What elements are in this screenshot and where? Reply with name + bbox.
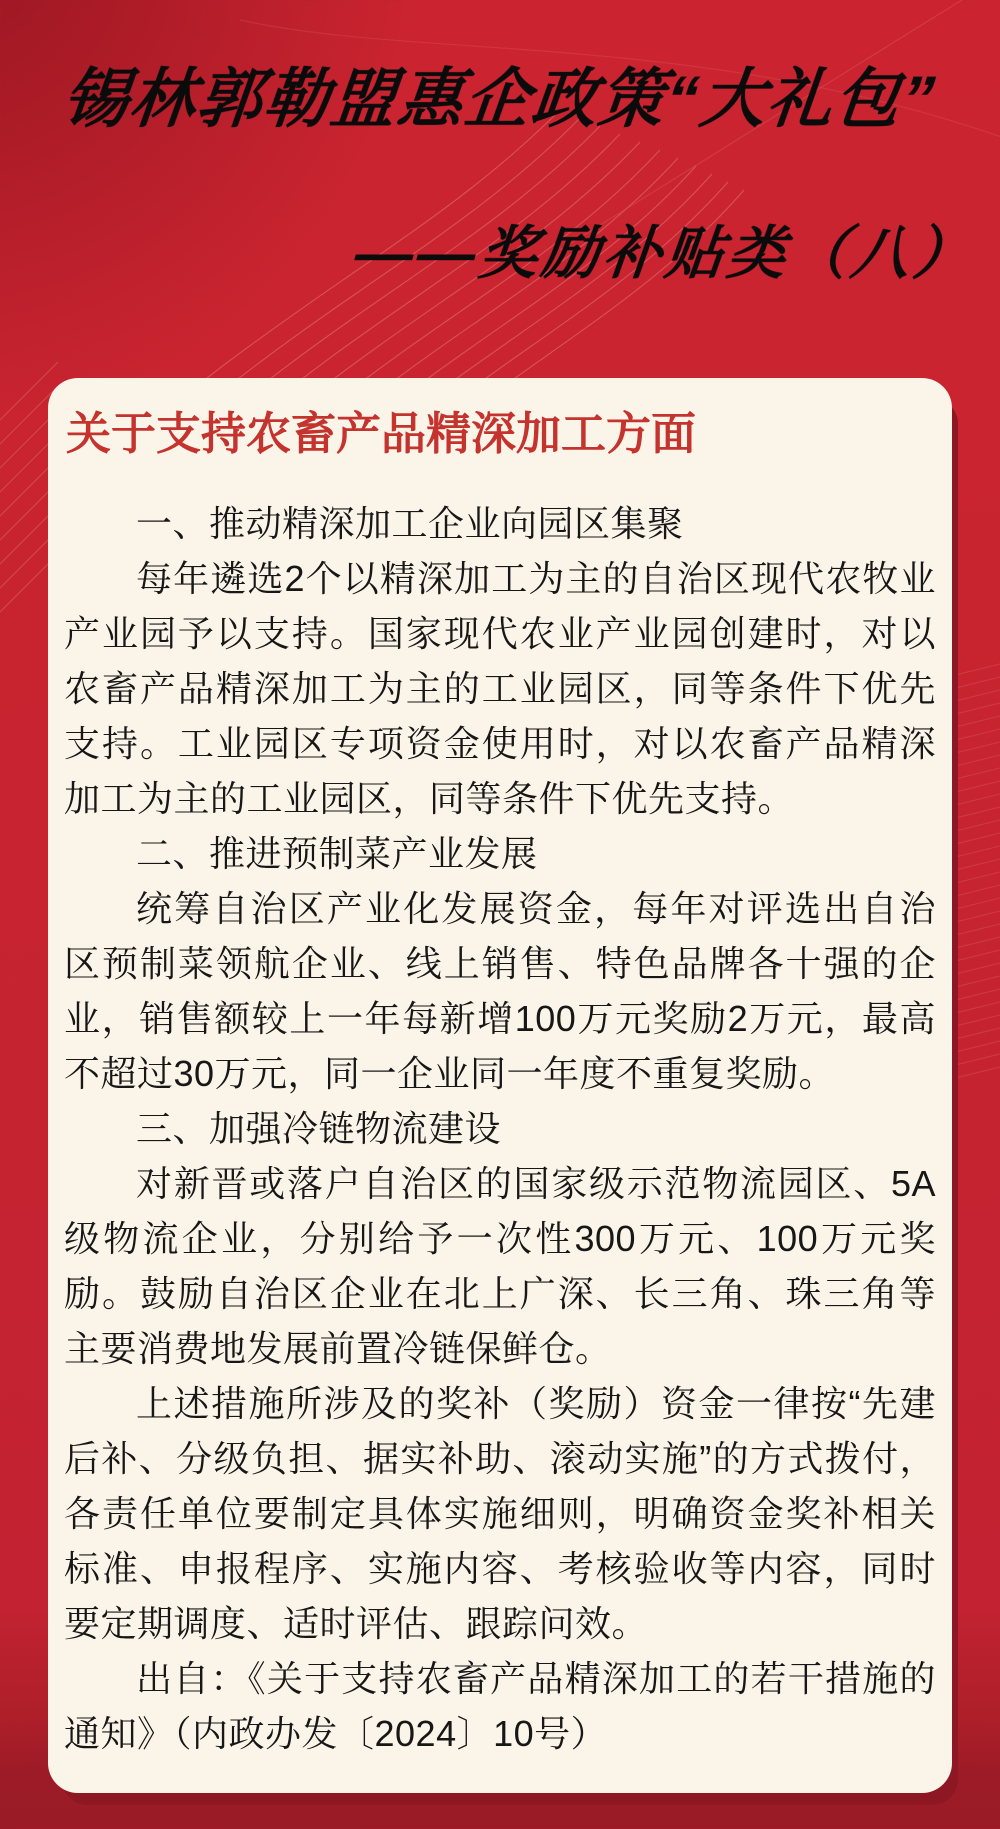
section-1-body: 每年遴选2个以精深加工为主的自治区现代农牧业产业园予以支持。国家现代农业产业园创建时，对以农畜产品精深加工为主的工业园区，同等条件下优先支持。工业园区专项资金使用时，对以农畜产品精深加工为主的工业园区，同等条件下优先支持。 — [64, 558, 936, 819]
section-2-title: 二、推进预制菜产业发展 — [136, 833, 538, 874]
card-heading: 关于支持农畜产品精深加工方面 — [66, 408, 697, 459]
card-body — [64, 496, 936, 1761]
page-subtitle: ——奖励补贴类（八） — [351, 221, 979, 286]
page-title: 锡林郭勒盟惠企政策“大礼包” — [59, 62, 940, 135]
policy-card — [48, 378, 952, 1793]
section-3-title: 三、加强冷链物流建设 — [136, 1108, 502, 1149]
section-3-body: 对新晋或落户自治区的国家级示范物流园区、5A级物流企业，分别给予一次性300万元、100万元奖励。鼓励自治区企业在北上广深、长三角、珠三角等主要消费地发展前置冷链保鲜仓。 — [64, 1163, 936, 1369]
section-2-body: 统筹自治区产业化发展资金，每年对评选出自治区预制菜领航企业、线上销售、特色品牌各十强的企业，销售额较上一年每新增100万元奖励2万元，最高不超过30万元，同一企业同一年度不重复奖励。 — [64, 888, 936, 1094]
section-1-title: 一、推动精深加工企业向园区集聚 — [136, 503, 684, 544]
source-citation: 出自：《关于支持农畜产品精深加工的若干措施的通知》（内政办发〔2024〕10号） — [64, 1658, 936, 1754]
closing-paragraph: 上述措施所涉及的奖补（奖励）资金一律按“先建后补、分级负担、据实补助、滚动实施”的方式拨付，各责任单位要制定具体实施细则，明确资金奖补相关标准、申报程序、实施内容、考核验收等内容，同时要定期调度、适时评估、跟踪问效。 — [64, 1383, 936, 1644]
